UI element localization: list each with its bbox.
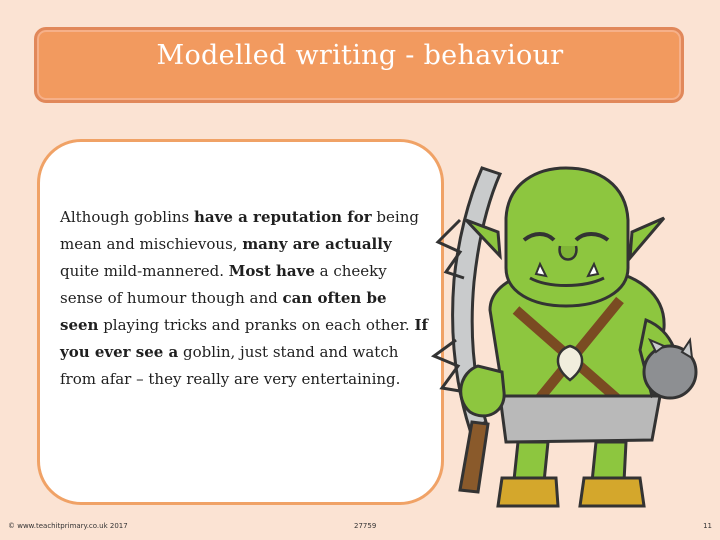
highlighted-phrase: many are actually [242, 235, 392, 253]
blade-icon [434, 168, 500, 492]
text-run: being mean and mischievous, [60, 208, 419, 253]
copyright-notice: © www.teachitprimary.co.uk 2017 [8, 522, 128, 530]
text-run: quite mild-mannered. [60, 262, 229, 280]
highlighted-phrase: If you ever see a [60, 316, 428, 361]
text-run: goblin, just stand and watch from afar – they really are very entertaining. [60, 343, 401, 388]
text-run: a cheeky sense of humour though and [60, 262, 387, 307]
resource-code: 27759 [354, 522, 377, 530]
text-run: playing tricks and pranks on each other. [98, 316, 415, 334]
highlighted-phrase: can often be seen [60, 289, 387, 334]
text-run: Although goblins [60, 208, 194, 226]
slide-title: Modelled writing - behaviour [156, 40, 564, 71]
highlighted-phrase: have a reputation for [194, 208, 372, 226]
page-number: 11 [703, 522, 712, 530]
goblin-illustration [420, 160, 700, 520]
modelled-paragraph [60, 204, 430, 393]
highlighted-phrase: Most have [228, 262, 315, 280]
